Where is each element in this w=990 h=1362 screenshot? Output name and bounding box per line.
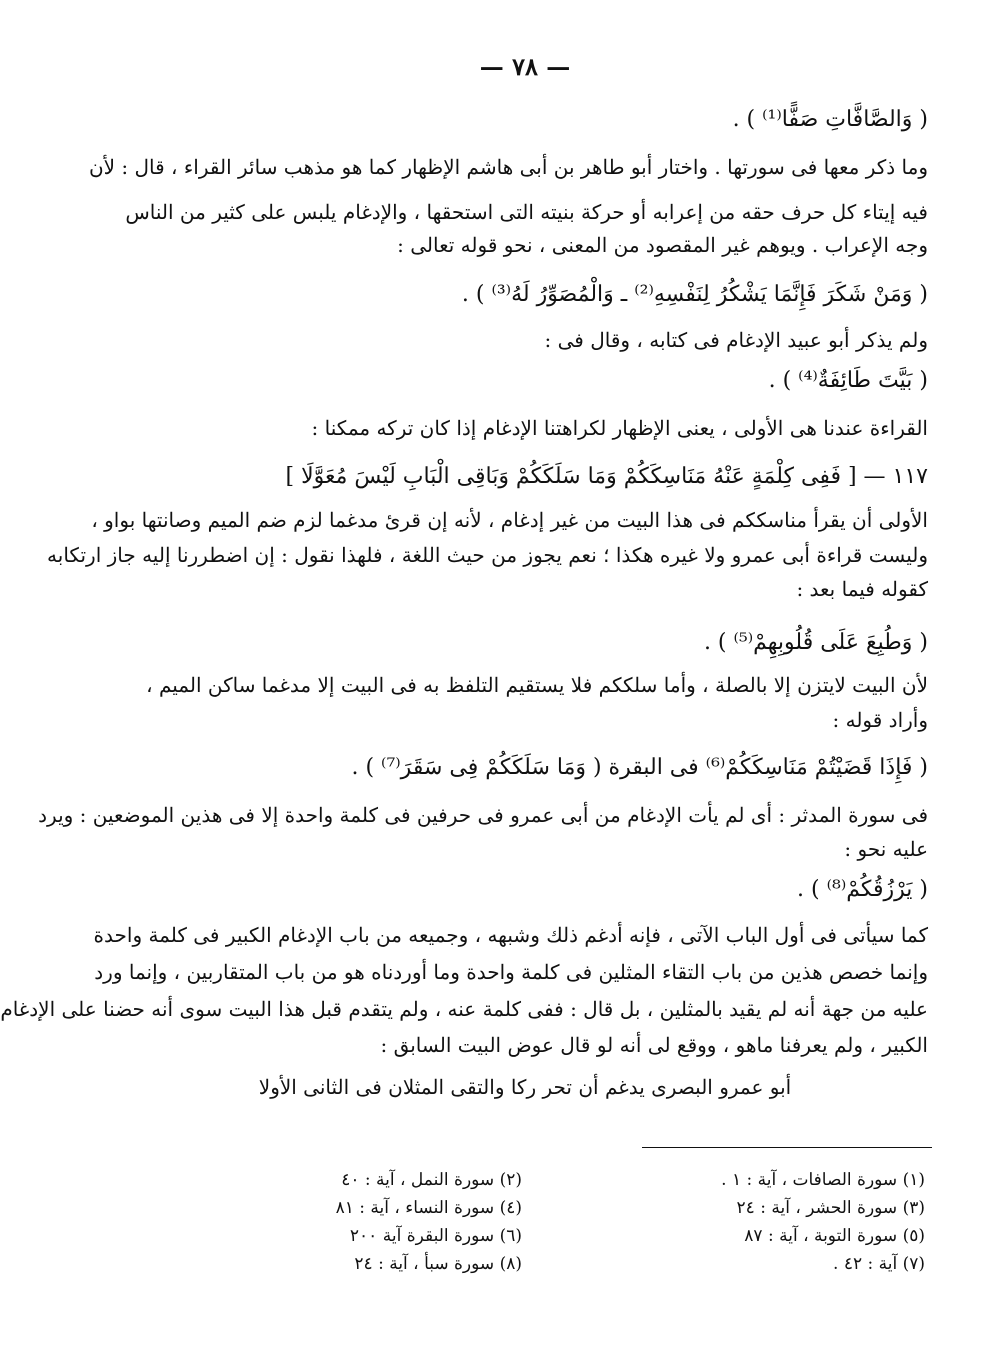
- footnote-6: (٦) سورة البقرة آية ٢٠٠: [349, 1226, 522, 1246]
- body-line-1: وما ذكر معها فى سورتها . واختار أبو طاهر بن أبى هاشم الإظهار كما هو مذهب سائر القراء ، قال : لأن: [88, 155, 928, 179]
- quran-verse-2: ( وَمَنْ شَكَرَ فَإِنَّمَا يَشْكُرُ لِنَفْسِهِ⁽²⁾ ـ وَالْمُصَوِّرُ لَهُ⁽³⁾ ) .: [461, 282, 928, 307]
- body-line-2: فيه إيتاء كل حرف حقه من إعرابه أو حركة بنيته التى استحقها ، والإدغام يلبس على كثير من الناس: [125, 200, 928, 224]
- quran-verse-6: ( يَرْزُقُكُمْ⁽⁸⁾ ) .: [797, 877, 928, 902]
- footnote-4: (٤) سورة النساء ، آية : ٨١: [335, 1198, 522, 1218]
- body-line-14: وإنما خصص هذين من باب التقاء المثلين فى كلمة واحدة وما أوردناه هو من باب المتقاربين ، وإنما ورد: [94, 960, 928, 984]
- body-line-13: كما سيأتى فى أول الباب الآتى ، فإنه أدغم ذلك وشبهه ، وجميعه من باب الإدغام الكبير فى كلمة واحدة: [93, 923, 928, 947]
- body-line-12: عليه نحو :: [844, 837, 928, 861]
- poem-verse-117: ١١٧ — [ فَفِى كِلْمَةٍ عَنْهُ مَنَاسِكَكُمْ وَمَا سَلَكَكُمْ وَبَاقِى الْبَابِ لَيْسَ مُعَوَّلَا ]: [285, 464, 928, 489]
- body-line-6: الأولى أن يقرأ مناسككم فى هذا البيت من غير إدغام ، لأنه إن قرئ مدغما لزم ضم الميم وصانتها بواو ،: [91, 508, 928, 532]
- footnote-3: (٣) سورة الحشر ، آية : ٢٤: [736, 1198, 925, 1218]
- body-line-9: لأن البيت لايتزن إلا بالصلة ، وأما سلككم فلا يستقيم التلفظ به فى البيت إلا مدغما ساكن الميم ،: [146, 673, 928, 697]
- page-number: — ٧٨ —: [479, 52, 571, 81]
- quran-verse-1: ( وَالصَّافَّاتِ صَفًّا⁽¹⁾ ) .: [732, 107, 928, 132]
- footnote-7: (٧) آية : ٤٢ .: [833, 1254, 925, 1274]
- body-line-11: فى سورة المدثر : أى لم يأت الإدغام من أبى عمرو فى حرفين فى كلمة واحدة إلا فى هذين الموضعين : ويرد: [38, 803, 928, 827]
- body-line-16: الكبير ، ولم يعرفنا ماهو ، ووقع لى أنه لو قال عوض البيت السابق :: [380, 1033, 928, 1057]
- body-line-4: ولم يذكر أبو عبيد الإدغام فى كتابه ، وقال فى :: [544, 328, 928, 352]
- footnote-5: (٥) سورة التوبة ، آية : ٨٧: [744, 1226, 925, 1246]
- body-line-10: وأراد قوله :: [832, 708, 928, 732]
- footnote-1: (١) سورة الصافات ، آية : ١ .: [721, 1170, 925, 1190]
- poem-verse-alternative: أبو عمرو البصرى يدغم أن تحر ركا والتقى المثلان فى الثانى الأولا: [258, 1075, 792, 1099]
- footnote-8: (٨) سورة سبأ ، آية : ٢٤: [354, 1254, 522, 1274]
- quran-verse-4: ( وَطُبِعَ عَلَى قُلُوبِهِمْ⁽⁵⁾ ) .: [703, 630, 928, 655]
- quran-verse-5: ( فَإِذَا قَضَيْتُمْ مَنَاسِكَكُمْ⁽⁶⁾ فى البقرة ( وَمَا سَلَكَكُمْ فِى سَقَرَ⁽⁷⁾ ) .: [351, 755, 928, 780]
- body-line-5: القراءة عندنا هى الأولى ، يعنى الإظهار لكراهتنا الإدغام إذا كان تركه ممكنا :: [311, 416, 928, 440]
- body-line-3: وجه الإعراب . ويوهم غير المقصود من المعنى ، نحو قوله تعالى :: [397, 233, 928, 257]
- footnote-2: (٢) سورة النمل ، آية : ٤٠: [341, 1170, 522, 1190]
- footnote-separator: [642, 1147, 932, 1148]
- body-line-15: عليه من جهة أنه لم يقيد بالمثلين ، بل قال : ففى كلمة عنه ، ولم يتقدم قبل هذا البيت سوى أنه حضنا على الإدغام: [0, 997, 928, 1021]
- body-line-7: وليست قراءة أبى عمرو ولا غيره هكذا ؛ نعم يجوز من حيث اللغة ، فلهذا نقول : إن اضطررنا إليه جاز ارتكابه: [47, 543, 928, 567]
- body-line-8: كقوله فيما بعد :: [796, 577, 928, 601]
- quran-verse-3: ( بَيَّتَ طَائِفَةٌ⁽⁴⁾ ) .: [768, 368, 928, 393]
